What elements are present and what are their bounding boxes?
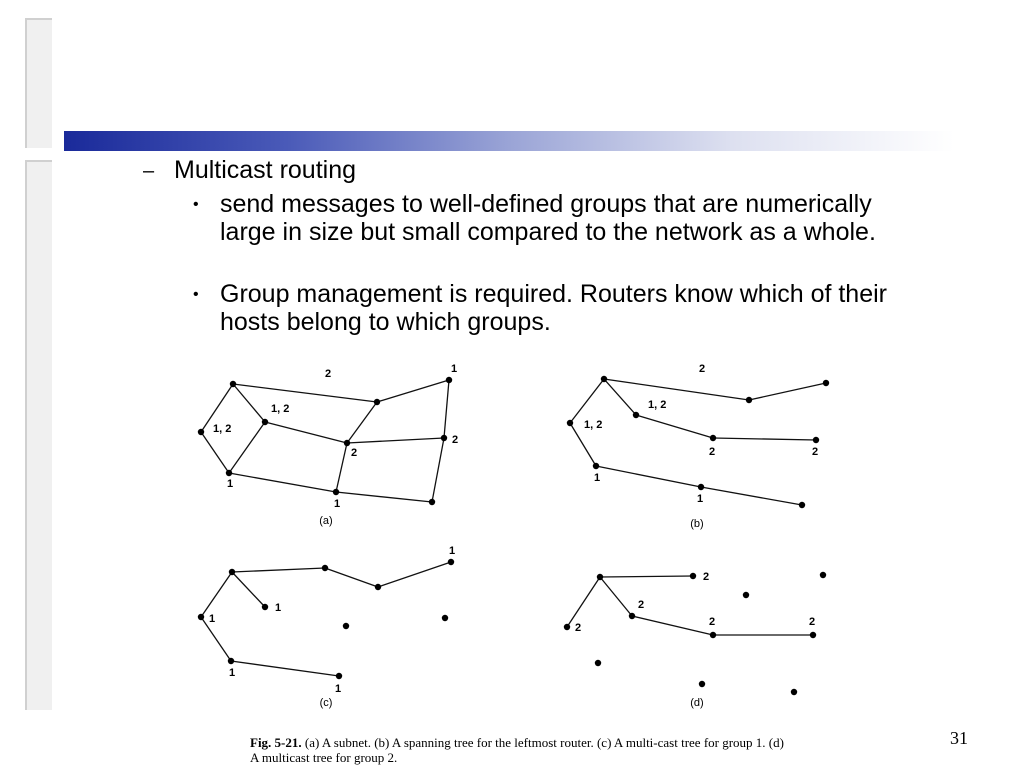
edge-n2-n4 [604,379,636,415]
router-node-n4 [262,604,268,610]
router-node-n3 [595,660,601,666]
edge-n1-n2 [201,572,232,617]
router-node-n1 [198,429,204,435]
node-group-label: 2 [351,447,358,459]
edge-n1-n3 [201,617,231,661]
edge-n2-n4 [232,572,265,607]
router-node-n2 [601,376,607,382]
router-node-n2 [597,574,603,580]
bullet-marker: • [193,286,199,303]
edge-n5-n7 [377,380,449,402]
edge-n6-n8 [336,443,347,492]
router-node-n10 [799,502,805,508]
router-node-n3 [593,463,599,469]
node-group-label: 1, 2 [648,399,667,411]
router-node-n9 [343,623,349,629]
router-node-n3 [228,658,234,664]
bullet-item: send messages to well-defined groups that are numerically large in size but small compared to the network as a whole. [220,190,876,246]
node-group-label: 2 [452,434,459,446]
edge-n6-n9 [347,438,444,443]
router-node-n9 [810,632,816,638]
heading-marker: – [143,160,155,182]
router-node-n6 [375,584,381,590]
node-group-label: 1 [227,478,234,490]
edge-n5-n6 [325,568,378,587]
router-node-n1 [564,624,570,630]
node-group-label: 1, 2 [271,403,290,415]
router-node-n6 [344,440,350,446]
router-node-n7 [448,559,454,565]
edge-n1-n3 [201,432,229,473]
edge-n5-n7 [749,383,826,400]
edge-n1-n2 [570,379,604,423]
caption-figure-number: Fig. 5-21. [250,735,302,750]
edge-n9-n10 [432,438,444,502]
node-group-label: 2 [709,446,716,458]
node-group-label: 1 [449,545,456,557]
node-group-label: 2 [709,616,716,628]
router-node-n6 [710,435,716,441]
router-node-n2 [230,381,236,387]
panel-c [198,545,455,709]
router-node-n3 [226,470,232,476]
router-node-n4 [633,412,639,418]
bullet-item: Group management is required. Routers know which of their hosts belong to which groups. [220,280,887,336]
node-group-label: 1 [209,613,216,625]
edge-n2-n5 [604,379,749,400]
slide-heading: Multicast routing [174,156,357,184]
router-node-n8 [820,572,826,578]
node-group-label: 1 [335,683,342,695]
router-node-n1 [567,420,573,426]
router-node-n5 [746,397,752,403]
router-node-n9 [441,435,447,441]
edge-n7-n9 [444,380,449,438]
router-node-n8 [698,484,704,490]
panel-b [567,363,829,530]
node-group-label: 1, 2 [584,419,603,431]
edge-n2-n5 [232,568,325,572]
node-group-label: 2 [575,622,582,634]
panel-a [198,363,458,527]
node-group-label: 1 [451,363,458,375]
node-group-label: 1 [334,498,341,510]
router-node-n5 [322,565,328,571]
panel-label: (d) [690,697,704,709]
bullet-marker: • [193,196,199,213]
panel-d [564,571,826,709]
edge-n8-n10 [701,487,802,505]
edge-n4-n6 [265,422,347,443]
edge-n6-n9 [713,438,816,440]
edge-n3-n8 [596,466,701,487]
router-node-n1 [198,614,204,620]
panel-label: (b) [690,518,704,530]
edge-n6-n7 [378,562,451,587]
node-group-label: 2 [325,368,332,380]
edge-n2-n4 [600,577,632,616]
router-node-n2 [229,569,235,575]
router-node-n10 [429,499,435,505]
node-group-label: 1 [697,493,704,505]
router-node-n9 [813,437,819,443]
node-group-label: 2 [812,446,819,458]
edge-n4-n6 [636,415,713,438]
figure-caption [250,735,790,765]
edge-n3-n4 [229,422,265,473]
router-node-n10 [699,681,705,687]
router-node-n7 [823,380,829,386]
router-node-n8 [333,489,339,495]
node-group-label: 1 [275,602,282,614]
edge-n2-n5 [233,384,377,402]
edge-n3-n8 [231,661,339,676]
node-group-label: 2 [809,616,816,628]
node-group-label: 1 [229,667,236,679]
edge-n2-n4 [233,384,265,422]
edge-n3-n8 [229,473,336,492]
node-group-label: 2 [703,571,710,583]
router-node-n5 [374,399,380,405]
router-node-n7 [446,377,452,383]
router-node-n4 [629,613,635,619]
caption-text: (a) A subnet. (b) A spanning tree for the leftmost router. (c) A multi-cast tree for group 1. (d) A multicast tree for group 2. [250,735,784,765]
edge-n4-n6 [632,616,716,635]
node-group-label: 2 [699,363,706,375]
node-group-label: 1, 2 [213,423,232,435]
router-node-n5 [690,573,696,579]
edge-n6-n5 [347,402,377,443]
page-number: 31 [950,728,968,748]
router-node-n11 [791,689,797,695]
router-node-n4 [262,419,268,425]
edge-n8-n10 [336,492,432,502]
router-node-n8 [336,673,342,679]
edge-n1-n2 [567,577,600,627]
panel-label: (c) [319,697,333,709]
node-group-label: 2 [638,599,645,611]
edge-n2-n5 [600,576,693,577]
router-node-n6 [710,632,716,638]
router-node-n10 [442,615,448,621]
panel-label: (a) [319,515,333,527]
node-group-label: 1 [594,472,601,484]
router-node-n7 [743,592,749,598]
